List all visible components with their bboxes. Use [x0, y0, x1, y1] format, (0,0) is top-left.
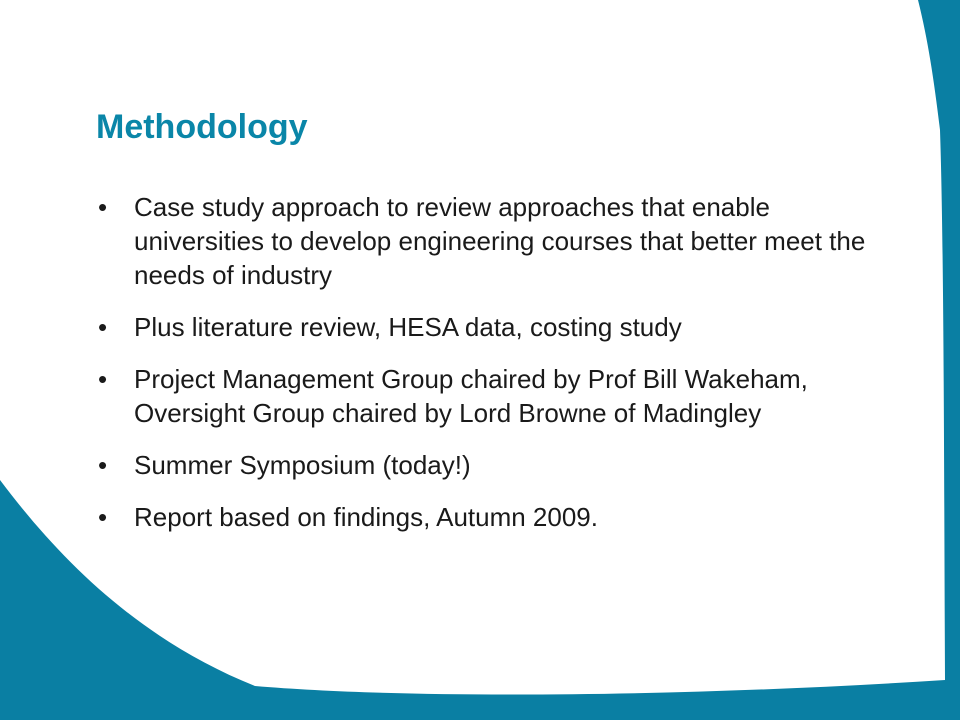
slide-title: Methodology — [96, 108, 308, 146]
bullet-item — [98, 310, 898, 344]
bullet-item — [98, 362, 898, 430]
bullet-text: Report based on findings, Autumn 2009. — [134, 502, 598, 532]
bullet-item — [98, 190, 898, 292]
bullet-dot-icon: • — [98, 450, 108, 480]
bullet-text: Summer Symposium (today!) — [134, 450, 471, 480]
bullet-text: Project Management Group chaired by Prof Bill Wakeham, Oversight Group chaired by Lord Browne of Madingley — [134, 364, 808, 428]
bullet-dot-icon: • — [98, 192, 108, 222]
bullet-text: Plus literature review, HESA data, costing study — [134, 312, 682, 342]
bullet-item — [98, 448, 898, 482]
bullet-text: Case study approach to review approaches that enable universities to develop engineering courses that better meet the needs of industry — [134, 192, 866, 290]
bullet-dot-icon: • — [98, 364, 108, 394]
bullet-item — [98, 500, 898, 534]
bullet-dot-icon: • — [98, 312, 108, 342]
bullet-list — [98, 190, 898, 552]
bullet-dot-icon: • — [98, 502, 108, 532]
